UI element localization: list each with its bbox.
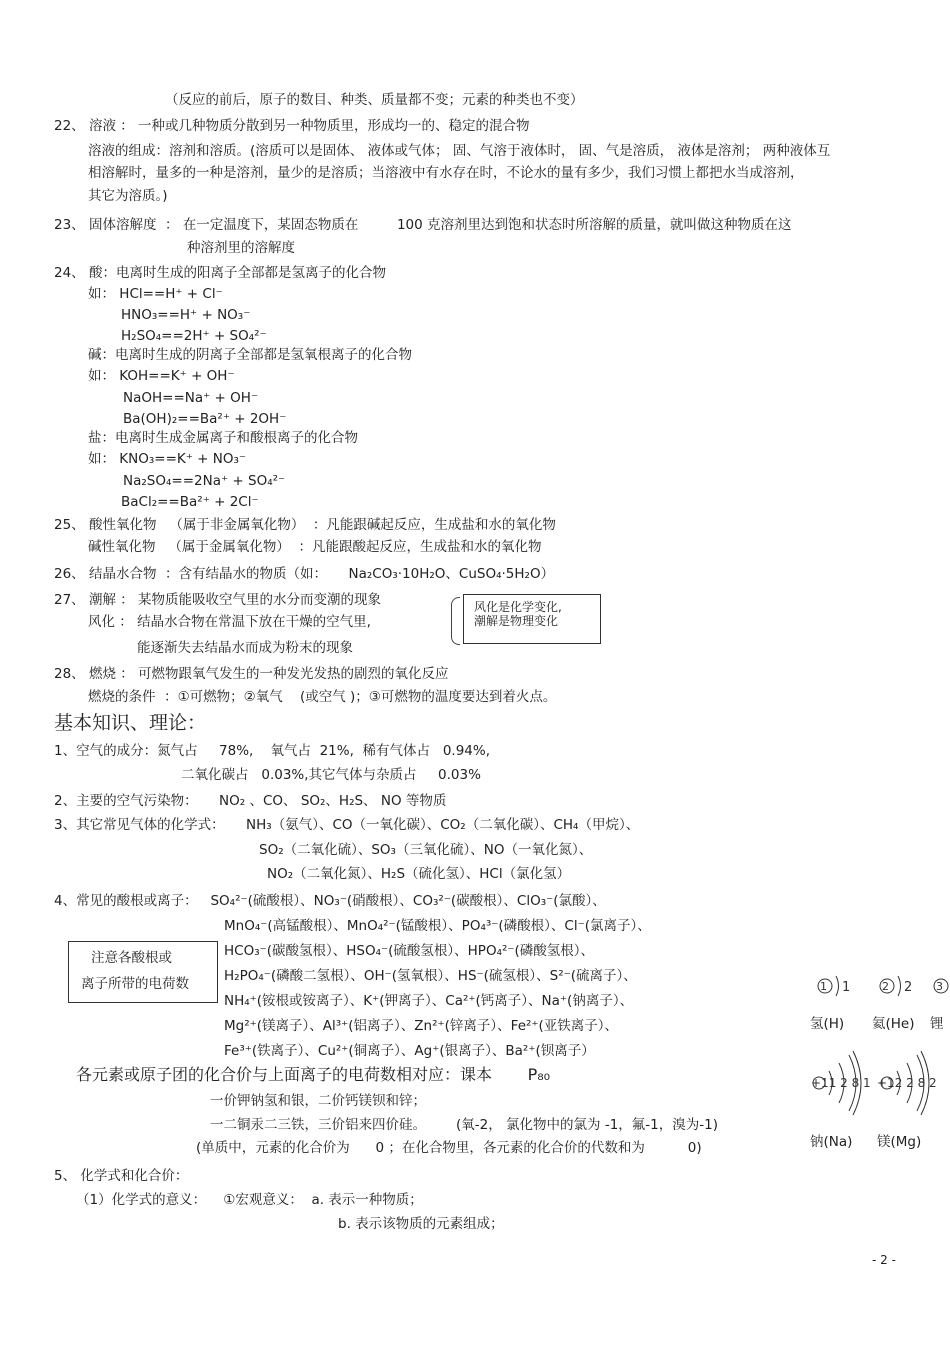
text-line: 27、 潮解 ： 某物质能吸收空气里的水分而变潮的现象 — [54, 592, 382, 608]
text-line: 二氧化碳占 0.03%,其它气体与杂质占 0.03% — [181, 767, 481, 783]
equation: NaOH==Na⁺ + OH⁻ — [123, 390, 259, 406]
text-line: 碱性氧化物 （属于金属氧化物） ：凡能跟酸起反应，生成盐和水的氧化物 — [88, 539, 542, 555]
note-line: 潮解是物理变化 — [474, 614, 559, 628]
atom-label-magnesium: 镁(Mg) — [877, 1134, 922, 1150]
text-line: b. 表示该物质的元素组成； — [338, 1216, 504, 1232]
ion-line: HCO₃⁻(碳酸氢根）、HSO₄⁻(硫酸氢根）、HPO₄²⁻(磷酸氢根）、 — [224, 943, 595, 959]
svg-text:2: 2 — [882, 980, 889, 993]
text-line: （反应的前后，原子的数目、种类、质量都不变；元素的种类也不变） — [165, 92, 584, 108]
atom-hydrogen — [818, 976, 850, 996]
section-heading: 基本知识、理论： — [54, 712, 207, 734]
text-line: 22、 溶液 ： 一种或几种物质分散到另一种物质里，形成均一的、稳定的混合物 — [54, 118, 530, 134]
text-line: 碱：电离时生成的阴离子全部都是氢氧根离子的化合物 — [88, 347, 412, 363]
svg-text:1: 1 — [820, 980, 827, 993]
ion-line: Fe³⁺(铁离子）、Cu²⁺(铜离子）、Ag⁺(银离子）、Ba²⁺(钡离子） — [224, 1043, 595, 1059]
svg-text:1: 1 — [842, 980, 851, 995]
text-line: 其它为溶质。) — [88, 188, 168, 204]
text-line: 3、其它常见气体的化学式： NH₃（氨气）、CO（一氧化碳）、CO₂（二氧化碳）、CH₄（甲烷）、 — [54, 817, 640, 833]
text-line: 24、 酸：电离时生成的阳离子全部都是氢离子的化合物 — [54, 265, 386, 281]
brace — [451, 597, 460, 645]
svg-text:+12 2 8 2: +12 2 8 2 — [877, 1076, 937, 1090]
text-line: 25、 酸性氧化物 （属于非金属氧化物） ：凡能跟碱起反应，生成盐和水的氧化物 — [54, 517, 556, 533]
text-line: 燃烧的条件 ：①可燃物；②氧气 (或空气 )；③可燃物的温度要达到着火点。 — [88, 689, 557, 705]
atom-label-sodium: 钠(Na) — [810, 1134, 853, 1150]
note-line: 离子所带的电荷数 — [81, 976, 189, 992]
ion-line: 4、常见的酸根或离子： SO₄²⁻(硫酸根）、NO₃⁻(硝酸根）、CO₃²⁻(碳酸根）、ClO₃⁻(氯酸）、 — [54, 893, 606, 909]
page-number: - 2 - — [872, 1253, 896, 1267]
note-line: 风化是化学变化, — [474, 600, 562, 614]
text-line: 风化 ： 结晶水合物在常温下放在干燥的空气里, — [88, 614, 371, 630]
note-line: 注意各酸根或 — [91, 950, 172, 966]
text-line: 1、空气的成分：氮气占 78%, 氧气占 21%, 稀有气体占 0.94%, — [54, 743, 491, 759]
atom-sodium — [811, 1051, 871, 1115]
text-line: NO₂（二氧化氮）、H₂S（硫化氢）、HCl（氯化氢） — [267, 866, 571, 882]
text-line: 溶液的组成：溶剂和溶质。(溶质可以是固体、 液体或气体； 固、气溶于液体时， 固、气是溶质， 液体是溶剂； 两种液体互 — [88, 143, 831, 159]
text-line: 23、 固体溶解度 ： 在一定温度下，某固态物质在 100 克溶剂里达到饱和状态时所溶解的质量，就叫做这种物质在这 — [54, 217, 792, 233]
text-line: 能逐渐失去结晶水而成为粉末的现象 — [137, 640, 353, 656]
atom-label-hydrogen: 氢(H) — [810, 1016, 845, 1032]
ion-line: Mg²⁺(镁离子）、Al³⁺(铝离子）、Zn²⁺(锌离子）、Fe²⁺(亚铁离子）、 — [224, 1018, 619, 1034]
text-line: 一价钾钠氢和银，二价钙镁钡和锌； — [210, 1093, 426, 1109]
atom-helium — [880, 976, 912, 996]
text-line: 28、 燃烧 ： 可燃物跟氧气发生的一种发光发热的剧烈的氧化反应 — [54, 666, 449, 682]
atom-diagrams-bottom — [805, 1045, 950, 1125]
text-line: 2、主要的空气污染物： NO₂ 、CO、 SO₂、H₂S、 NO 等物质 — [54, 793, 447, 809]
note-box-weathering — [463, 594, 601, 644]
text-line: (单质中，元素的化合价为 0 ；在化合物里，各元素的化合价的代数和为 0) — [196, 1140, 702, 1156]
text-line: 5、 化学式和化合价： — [54, 1168, 189, 1184]
equation: 如： KOH==K⁺ + OH⁻ — [88, 368, 235, 384]
text-line: 相溶解时，量多的一种是溶剂，量少的是溶质；当溶液中有水存在时，不论水的量有多少，我们习惯上都把水当成溶剂， — [88, 165, 804, 181]
note-box-charges — [68, 941, 218, 1003]
ion-line: MnO₄⁻(高锰酸根）、MnO₄²⁻(锰酸根）、PO₄³⁻(磷酸根）、Cl⁻(氯离子）、 — [224, 918, 651, 934]
svg-text:3: 3 — [936, 980, 943, 993]
text-line: （1）化学式的意义： ①宏观意义： a. 表示一种物质； — [76, 1192, 423, 1208]
text-line: 种溶剂里的溶解度 — [187, 240, 295, 256]
equation: 如： KNO₃==K⁺ + NO₃⁻ — [88, 451, 247, 467]
text-line: 盐：电离时生成金属离子和酸根离子的化合物 — [88, 430, 358, 446]
text-line: 一二铜汞二三铁，三价铝来四价硅。 (氧-2， 氯化物中的氯为 -1，氟-1，溴为-1) — [210, 1117, 718, 1133]
text-line: 26、 结晶水合物 ：含有结晶水的物质（如： Na₂CO₃·10H₂O、CuSO₄·5H₂O） — [54, 566, 555, 582]
text-line: SO₂（二氧化硫）、SO₃（三氧化硫）、NO（一氧化氮）、 — [259, 842, 593, 858]
ion-line: NH₄⁺(铵根或铵离子）、K⁺(钾离子）、Ca²⁺(钙离子）、Na⁺(钠离子）、 — [224, 993, 634, 1009]
atom-lithium — [934, 979, 948, 993]
equation: Ba(OH)₂==Ba²⁺ + 2OH⁻ — [123, 411, 287, 427]
ion-line: H₂PO₄⁻(磷酸二氢根）、OH⁻(氢氧根）、HS⁻(硫氢根）、S²⁻(硫离子）、 — [224, 968, 637, 984]
svg-text:+11 2 8 1: +11 2 8 1 — [811, 1076, 871, 1090]
atom-label-lithium: 锂 — [930, 1016, 944, 1032]
equation: HNO₃==H⁺ + NO₃⁻ — [121, 307, 251, 323]
equation: BaCl₂==Ba²⁺ + 2Cl⁻ — [121, 494, 259, 510]
text-line: 各元素或原子团的化合价与上面离子的电荷数相对应：课本 P₈₀ — [76, 1065, 551, 1084]
atom-magnesium — [877, 1051, 937, 1115]
equation: H₂SO₄==2H⁺ + SO₄²⁻ — [121, 328, 267, 344]
equation: 如： HCl==H⁺ + Cl⁻ — [88, 286, 223, 302]
atom-label-helium: 氦(He) — [872, 1016, 915, 1032]
equation: Na₂SO₄==2Na⁺ + SO₄²⁻ — [123, 473, 286, 489]
svg-text:2: 2 — [904, 980, 913, 995]
